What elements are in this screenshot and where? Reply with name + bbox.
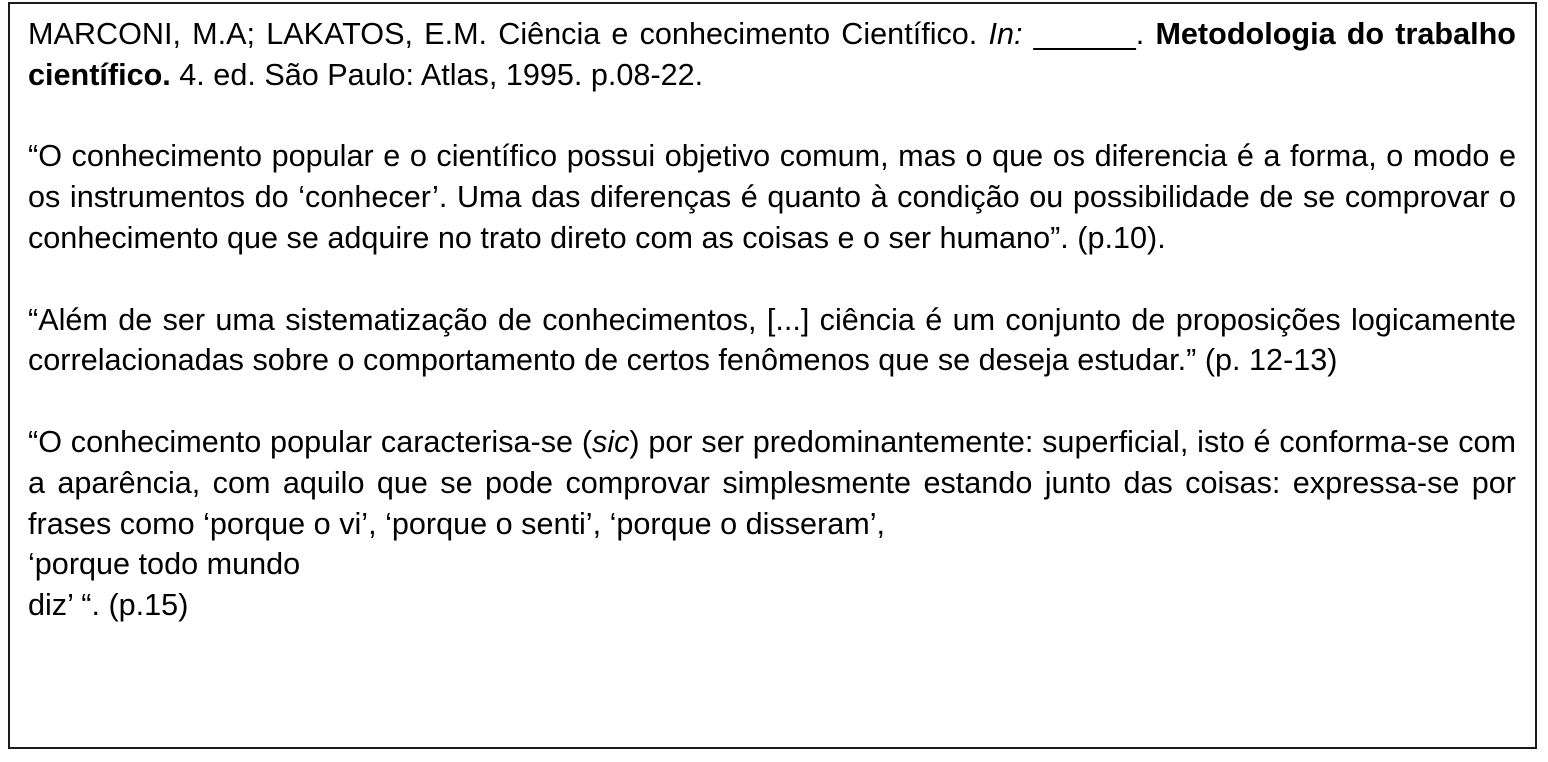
quote-text-cont: ) por ser predominantemente: superficial, isto é conforma-se com a aparência, com aquilo que se pode comprovar simplesmente estando junto das coisas: expressa-se por frases como ‘porque o vi’, ‘porque o senti’, ‘porque o disseram’,	[28, 424, 1516, 541]
quote-text: “O conhecimento popular e o científico possui objetivo comum, mas o que os diferencia é a forma, o modo e os instrumentos do ‘conhecer’. Uma das diferenças é quanto à condição ou possibilidade de se comprovar o conhecimento que se adquire no trato direto com as coisas e o ser humano”. (p.10).	[28, 139, 1516, 255]
quote-paragraph-3	[28, 422, 1516, 626]
reference-book-title: Metodologia do trabalho científico.	[28, 17, 1516, 92]
reference-blank: ______	[1033, 17, 1136, 51]
citation-box	[8, 2, 1537, 749]
reference-chapter: Ciência e conhecimento Científico.	[498, 17, 978, 51]
quote-line-a: ‘porque todo mundo	[28, 547, 301, 582]
quote-text: “Além de ser uma sistematização de conhecimentos, [...] ciência é um conjunto de proposições logicamente correlacionadas sobre o comportamento de certos fenômenos que se deseja estudar.” (p. 12-13)	[28, 302, 1516, 378]
reference-edition-info: 4. ed. São Paulo: Atlas, 1995. p.08-22.	[179, 57, 704, 92]
quote-line-b: diz’ “. (p.15)	[28, 588, 189, 623]
sic-mark: sic	[592, 424, 630, 459]
quote-paragraph-1	[28, 136, 1516, 258]
reference-entry: MARCONI, M.A; LAKATOS, E.M. Ciência e conhecimento Científico. In: ______. Metodologia do trabalho científico. 4. ed. São Paulo: Atlas, 1995. p.08-22.	[28, 17, 1516, 92]
quote-text-start: “O conhecimento popular caracterisa-se (	[28, 424, 593, 459]
reference-authors: MARCONI, M.A; LAKATOS, E.M.	[28, 17, 488, 51]
reference-in-label: In:	[988, 17, 1023, 51]
quote-paragraph-2	[28, 300, 1516, 382]
